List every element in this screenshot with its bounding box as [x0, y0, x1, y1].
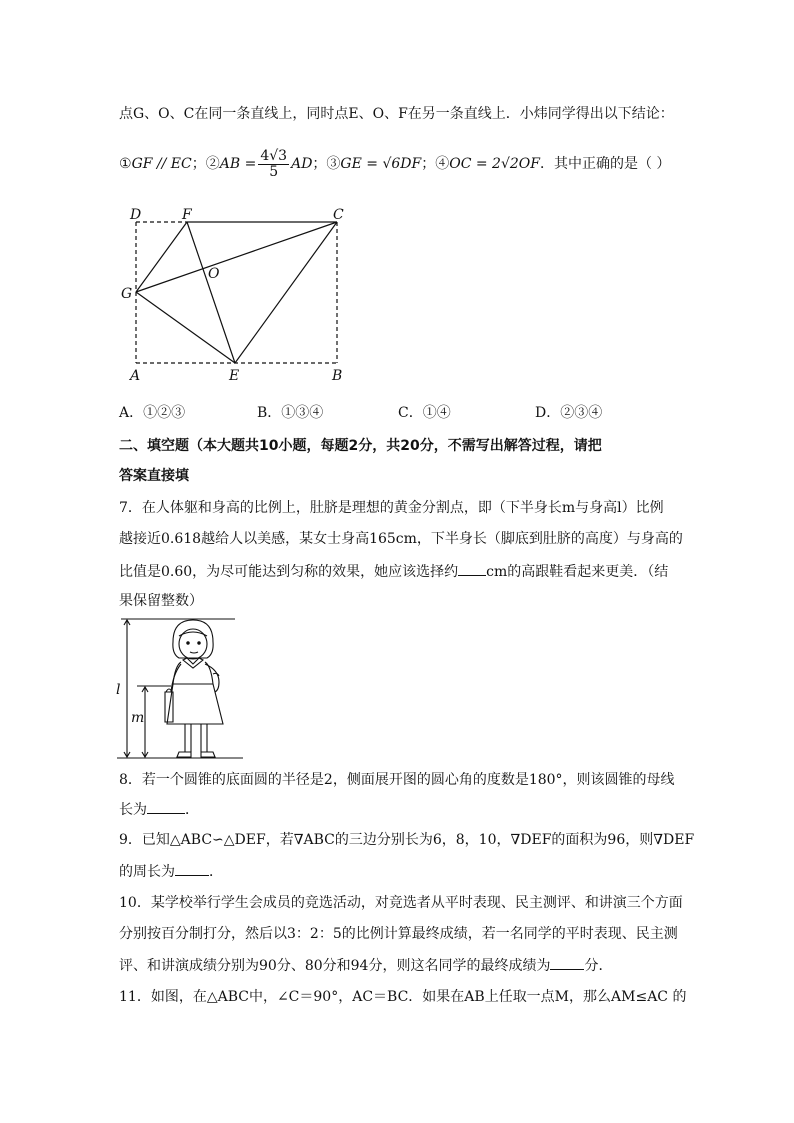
q6-option-c: C．①④	[398, 405, 451, 421]
label-F: F	[182, 207, 192, 223]
label-B: B	[332, 368, 343, 384]
q6-c4-expr: OC = 2√2OF	[449, 156, 540, 172]
q9-line2-start: 的周长为	[119, 864, 175, 880]
q6-c2-lhs: AB =	[219, 156, 257, 172]
q6-c2-rhs: AD	[291, 156, 313, 172]
q6-sep1: ；②	[191, 156, 220, 172]
edge-GC	[136, 222, 337, 292]
q6-sep3: ；④	[421, 156, 450, 172]
q6-geometry-figure	[115, 200, 355, 390]
q10-line1: 10．某学校举行学生会成员的竞选活动，对竞选者从平时表现、民主测评、和讲演三个方面	[119, 895, 683, 911]
q9-line2	[119, 861, 223, 882]
skirt	[167, 684, 223, 724]
q6-c2-fraction	[258, 149, 289, 180]
q7-line4: 果保留整数）	[119, 593, 203, 609]
q7-line1: 7．在人体躯和身高的比例上，肚脐是理想的黄金分割点，即（下半身长m与身高l）比例	[119, 500, 664, 516]
section2-heading-line1: 二、填空题（本大题共10小题，每题2分，共20分，不需写出解答过程，请把	[119, 438, 602, 454]
q9-line2-end: ．	[209, 864, 223, 880]
q8-line2-end: ．	[185, 802, 199, 818]
q6-c2-denominator: 5	[269, 163, 279, 180]
q8-line1: 8．若一个圆锥的底面圆的半径是2，侧面展开图的圆心角的度数是180°，则该圆锥的母线	[119, 772, 675, 788]
q7-answer-blank	[458, 561, 486, 576]
label-C: C	[333, 207, 344, 223]
edge-GF	[136, 222, 187, 292]
label-A: A	[130, 368, 141, 384]
q6-c2-numerator: 4√3	[260, 147, 288, 164]
q10-answer-blank	[550, 955, 584, 970]
q7-woman-figure	[115, 614, 245, 764]
q6-option-b: B．①③④	[257, 405, 324, 421]
q8-answer-blank	[147, 799, 185, 814]
edge-GE	[136, 292, 235, 363]
edge-EC	[235, 222, 337, 363]
label-E: E	[229, 368, 240, 384]
label-D: D	[130, 207, 142, 223]
q8-line2	[119, 799, 199, 820]
q10-line3	[119, 955, 612, 976]
q6-tail: ．其中正确的是（ ）	[539, 156, 671, 172]
q7-line3	[119, 561, 668, 582]
q6-option-d: D．②③④	[535, 405, 603, 421]
section2-heading-line2: 答案直接填	[119, 468, 189, 484]
q9-line1: 9．已知△ABC∽△DEF，若∇ABC的三边分别长为6，8，10，∇DEF的面积为96，则∇DEF	[119, 832, 695, 848]
q6-line1: 点G、O、C在同一条直线上，同时点E、O、F在另一条直线上．小炜同学得出以下结论：	[119, 106, 674, 122]
q7-line3-end: cm的高跟鞋看起来更美．（结	[486, 564, 669, 580]
q6-option-a: A．①②③	[119, 405, 186, 421]
q8-line2-start: 长为	[119, 802, 147, 818]
hair	[173, 620, 213, 658]
q6-c1-expr: GF // EC	[131, 156, 192, 172]
q10-line3-start: 评、和讲演成绩分别为90分、80分和94分，则这名同学的最终成绩为	[119, 958, 551, 974]
q7-line2: 越接近0.618越给人以美感，某女士身高165cm，下半身长（脚底到肚脐的高度）与身高的	[119, 531, 683, 547]
q6-conclusions	[119, 146, 670, 182]
q7-line3-start: 比值是0.60，为尽可能达到匀称的效果，她应该选择约	[119, 564, 459, 580]
edge-FE	[187, 222, 235, 363]
q6-c1-mark: ①	[119, 156, 132, 172]
q11-line1: 11．如图，在△ABC中，∠C＝90°，AC＝BC．如果在AB上任取一点M，那么AM≤AC 的	[119, 989, 687, 1005]
q10-line3-end: 分．	[584, 958, 613, 974]
label-m: m	[131, 710, 145, 726]
label-O: O	[208, 266, 220, 282]
q10-line2: 分别按百分制打分，然后以3：2：5的比例计算最终成绩，若一名同学的平时表现、民主测	[119, 926, 678, 942]
shoe-left	[177, 752, 191, 757]
label-G: G	[121, 286, 133, 302]
shoe-right	[201, 752, 215, 757]
label-l: l	[116, 682, 121, 698]
q6-c3-expr: GE = √6DF	[340, 156, 422, 172]
q9-answer-blank	[175, 861, 209, 876]
q6-sep2: ；③	[312, 156, 341, 172]
